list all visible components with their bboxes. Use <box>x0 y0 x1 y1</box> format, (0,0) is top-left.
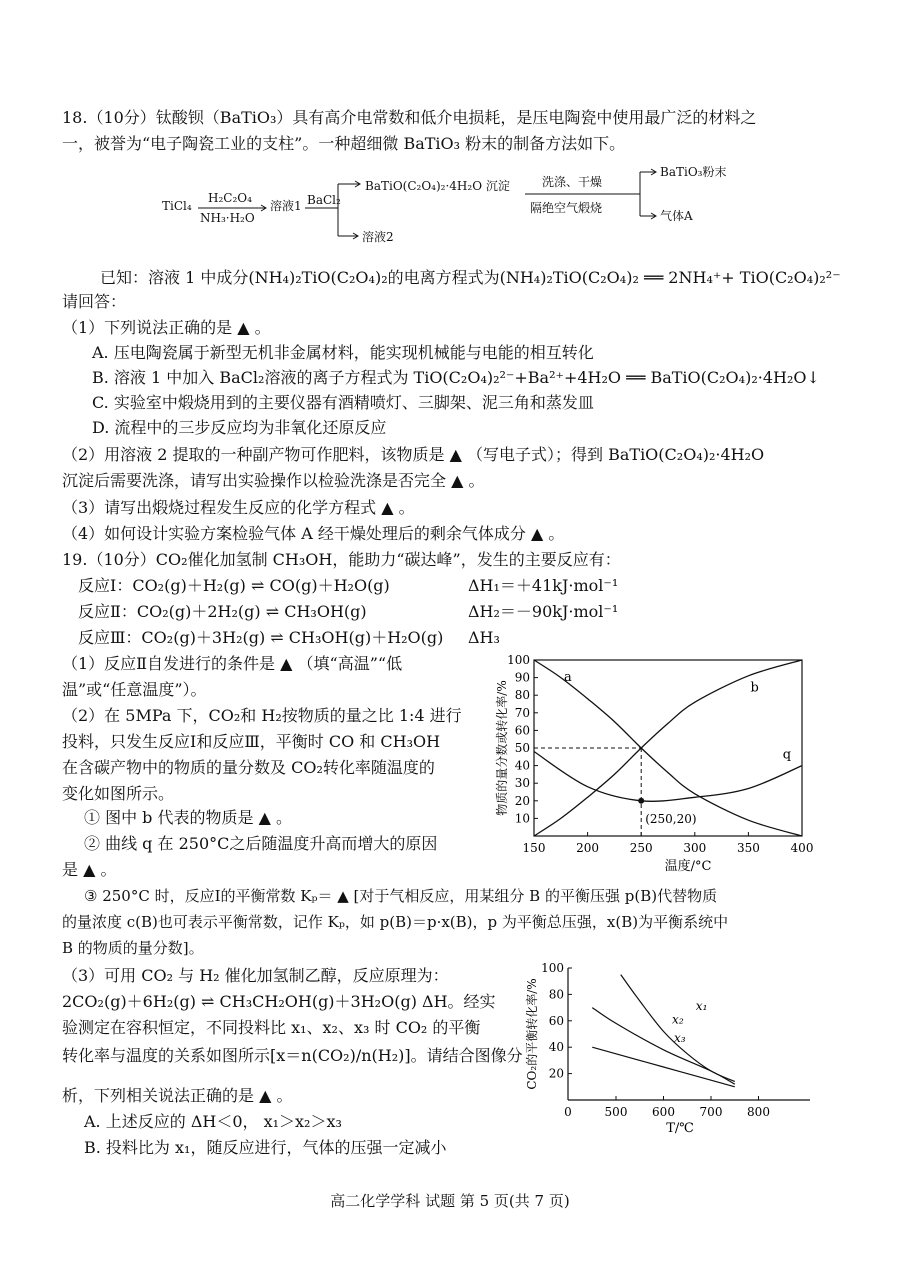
chart2-y-tick-label: 100 <box>541 961 564 975</box>
chart1-series-a-label: a <box>564 670 572 686</box>
chart1-x-tick-label: 350 <box>736 841 760 855</box>
chart2-series-3-line <box>592 1047 735 1087</box>
flow-reagent-bottom: NH₃·H₂O <box>200 211 255 225</box>
chart1-series-q-label: q <box>782 747 792 763</box>
q19-sub3-a: ③ 250°C 时，反应Ⅰ的平衡常数 Kₚ＝ ▲ [对于气相反应，用某组分 B 的平衡压强 p(B)代替物质 <box>84 887 718 905</box>
q19-part2-d: 变化如图所示。 <box>62 784 175 803</box>
chart1-x-tick-label: 200 <box>576 841 600 855</box>
chart2-y-tick-label: 40 <box>548 1040 564 1055</box>
chart1-y-tick-label: 50 <box>514 741 530 755</box>
chart1-y-tick-label: 90 <box>514 670 530 685</box>
chart1-y-tick-label: 20 <box>514 793 530 808</box>
chart2-series-3-label: x₃ <box>673 1030 686 1045</box>
chart2-x-tick-label: 0 <box>564 1105 572 1119</box>
q18-part1-option-c: C. 实验室中煅烧用到的主要仪器有酒精喷灯、三脚架、泥三角和蒸发皿 <box>92 393 594 412</box>
chart1-series-b-line <box>534 660 802 836</box>
chart2-y-tick-label: 80 <box>548 987 564 1002</box>
chart2-y-axis-label: CO₂的平衡转化率/% <box>525 978 539 1090</box>
q19-part3-d: 转化率与温度的关系如图所示[x＝n(CO₂)/n(H₂)]。请结合图像分 <box>62 1046 523 1065</box>
q19-part3-e: 析，下列相关说法正确的是 ▲ 。 <box>62 1086 293 1105</box>
q19-reaction1-enthalpy: ΔH₁＝＋41kJ·mol⁻¹ <box>468 576 619 595</box>
q19-sub1: ① 图中 b 代表的物质是 ▲ 。 <box>84 808 292 827</box>
q19-part2-c: 在含碳产物中的物质的量分数及 CO₂转化率随温度的 <box>62 758 435 777</box>
q18-intro-1: 18.（10分）钛酸钡（BaTiO₃）具有高介电常数和低介电损耗，是压电陶瓷中使用最广泛的材料之 <box>62 108 757 127</box>
flow-solution2: 溶液2 <box>362 230 394 244</box>
flow-product2: 气体A <box>660 209 693 223</box>
chart1-series-a-line <box>534 660 802 836</box>
chart1-x-tick-label: 400 <box>790 841 814 855</box>
chart1-y-tick-label: 100 <box>507 653 530 667</box>
q19-part3-a: （3）可用 CO₂ 与 H₂ 催化加氢制乙醇，反应原理为： <box>62 966 449 985</box>
q18-part1: （1）下列说法正确的是 ▲ 。 <box>62 318 271 337</box>
chart1-plot-frame <box>534 660 802 836</box>
chart2-series-1-label: x₁ <box>695 999 708 1014</box>
flow-start: TiCl₄ <box>162 199 192 213</box>
chart2-x-tick-label: 800 <box>747 1105 770 1119</box>
chart2-x-tick-label: 700 <box>699 1105 723 1119</box>
q19-sub3-b: 的量浓度 c(B)也可表示平衡常数，记作 Kₚ，如 p(B)＝p·x(B)，p 为平衡总压强，x(B)为平衡系统中 <box>62 913 729 931</box>
q18-intro-2: 一，被誉为“电子陶瓷工业的支柱”。一种超细微 BaTiO₃ 粉末的制备方法如下。 <box>62 134 626 153</box>
q19-part3-option-a: A. 上述反应的 ΔH＜0， x₁＞x₂＞x₃ <box>84 1112 342 1131</box>
chart1-y-tick-label: 10 <box>514 811 530 826</box>
chart1-annotation-label: (250,20) <box>645 811 697 826</box>
chart1-y-tick-label: 80 <box>514 688 530 703</box>
chart1-series-b-label: b <box>750 680 759 696</box>
q18-ask: 请回答： <box>62 292 127 311</box>
q19-part3-c: 验测定在容积恒定，不同投料比 x₁、x₂、x₃ 时 CO₂ 的平衡 <box>62 1018 481 1037</box>
flow-step-top: 洗涤、干燥 <box>542 175 603 189</box>
q18-known: 已知：溶液 1 中成分(NH₄)₂TiO(C₂O₄)₂的电离方程式为(NH₄)₂TiO(C₂O₄)₂ ══ 2NH₄⁺+ TiO(C₂O₄)₂²⁻ <box>100 268 841 287</box>
chart-fraction-vs-temperature <box>486 650 826 880</box>
q18-part3: （3）请写出煅烧过程发生反应的化学方程式 ▲ 。 <box>62 498 415 517</box>
chart2-series-1-line <box>621 975 735 1082</box>
flow-bacl2: BaCl₂ <box>307 193 341 207</box>
q18-part1-option-b: B. 溶液 1 中加入 BaCl₂溶液的离子方程式为 TiO(C₂O₄)₂²⁻+Ba²⁺+4H₂O ══ BaTiO(C₂O₄)₂·4H₂O↓ <box>92 368 820 387</box>
chart2-y-tick-label: 60 <box>548 1013 564 1028</box>
q18-flow-diagram <box>150 160 770 250</box>
flow-reagent-top: H₂C₂O₄ <box>208 191 252 205</box>
flow-product1: BaTiO₃粉末 <box>660 165 727 179</box>
q19-reaction3-enthalpy: ΔH₃ <box>468 628 500 647</box>
flow-step-bottom: 隔绝空气煅烧 <box>530 201 603 215</box>
chart1-x-tick-label: 300 <box>683 841 707 855</box>
chart1-x-axis-label: 温度/°C <box>664 859 712 874</box>
q19-part3-b: 2CO₂(g)＋6H₂(g) ⇌ CH₃CH₂OH(g)＋3H₂O(g) ΔH。经实 <box>62 992 496 1011</box>
q19-sub2-b: 是 ▲ 。 <box>62 860 117 879</box>
chart1-annotation-point <box>638 798 644 804</box>
chart1-x-tick-label: 250 <box>629 841 653 855</box>
q18-part2-a: （2）用溶液 2 提取的一种副产物可作肥料，该物质是 ▲ （写电子式）；得到 BaTiO(C₂O₄)₂·4H₂O <box>62 445 765 464</box>
chart2-x-tick-label: 500 <box>604 1105 628 1119</box>
q19-sub2-a: ② 曲线 q 在 250°C之后随温度升高而增大的原因 <box>84 834 438 853</box>
q19-part1-b: 温”或“任意温度”）。 <box>62 680 207 699</box>
q19-part2-b: 投料，只发生反应Ⅰ和反应Ⅲ，平衡时 CO 和 CH₃OH <box>62 732 441 751</box>
q18-part1-option-a: A. 压电陶瓷属于新型无机非金属材料，能实现机械能与电能的相互转化 <box>92 343 594 362</box>
flow-solution1: 溶液1 <box>270 199 302 213</box>
chart1-series-q-line <box>534 752 802 802</box>
chart1-y-tick-label: 40 <box>514 758 530 773</box>
q19-reaction2: 反应Ⅱ：CO₂(g)＋2H₂(g) ⇌ CH₃OH(g) <box>78 602 367 621</box>
q19-reaction3: 反应Ⅲ：CO₂(g)＋3H₂(g) ⇌ CH₃OH(g)＋H₂O(g) <box>78 628 444 647</box>
q19-part3-option-b: B. 投料比为 x₁，随反应进行，气体的压强一定减小 <box>84 1138 447 1157</box>
chart2-series-2-label: x₂ <box>672 1012 684 1027</box>
chart1-y-tick-label: 30 <box>514 776 530 791</box>
q19-part1-a: （1）反应Ⅱ自发进行的条件是 ▲ （填“高温”“低 <box>62 654 403 673</box>
chart1-y-axis-label: 物质的量分数或转化率/% <box>495 680 509 816</box>
q19-intro: 19.（10分）CO₂催化加氢制 CH₃OH，能助力“碳达峰”，发生的主要反应有： <box>62 550 621 569</box>
chart2-y-tick-label: 20 <box>548 1066 564 1081</box>
flow-precipitate: BaTiO(C₂O₄)₂·4H₂O 沉淀 <box>365 179 510 193</box>
chart1-y-tick-label: 60 <box>514 723 530 738</box>
chart2-series-2-line <box>592 1008 735 1085</box>
chart2-x-axis-label: T/℃ <box>666 1121 694 1135</box>
q18-part2-b: 沉淀后需要洗涤，请写出实验操作以检验洗涤是否完全 ▲ 。 <box>62 471 485 490</box>
chart1-y-tick-label: 70 <box>514 705 530 720</box>
q19-reaction2-enthalpy: ΔH₂＝－90kJ·mol⁻¹ <box>468 602 619 621</box>
q18-part4: （4）如何设计实验方案检验气体 A 经干燥处理后的剩余气体成分 ▲ 。 <box>62 524 565 543</box>
chart2-x-tick-label: 600 <box>652 1105 675 1119</box>
page-footer: 高二化学学科 试题 第 5 页(共 7 页) <box>330 1192 570 1210</box>
chart-co2-conversion-vs-temperature <box>520 960 820 1135</box>
q19-part2-a: （2）在 5MPa 下，CO₂和 H₂按物质的量之比 1:4 进行 <box>62 706 462 725</box>
q19-reaction1: 反应Ⅰ：CO₂(g)＋H₂(g) ⇌ CO(g)＋H₂O(g) <box>78 576 390 595</box>
q19-sub3-c: B 的物质的量分数]。 <box>62 939 204 957</box>
q18-part1-option-d: D. 流程中的三步反应均为非氧化还原反应 <box>92 418 387 437</box>
chart1-x-tick-label: 150 <box>522 841 546 855</box>
